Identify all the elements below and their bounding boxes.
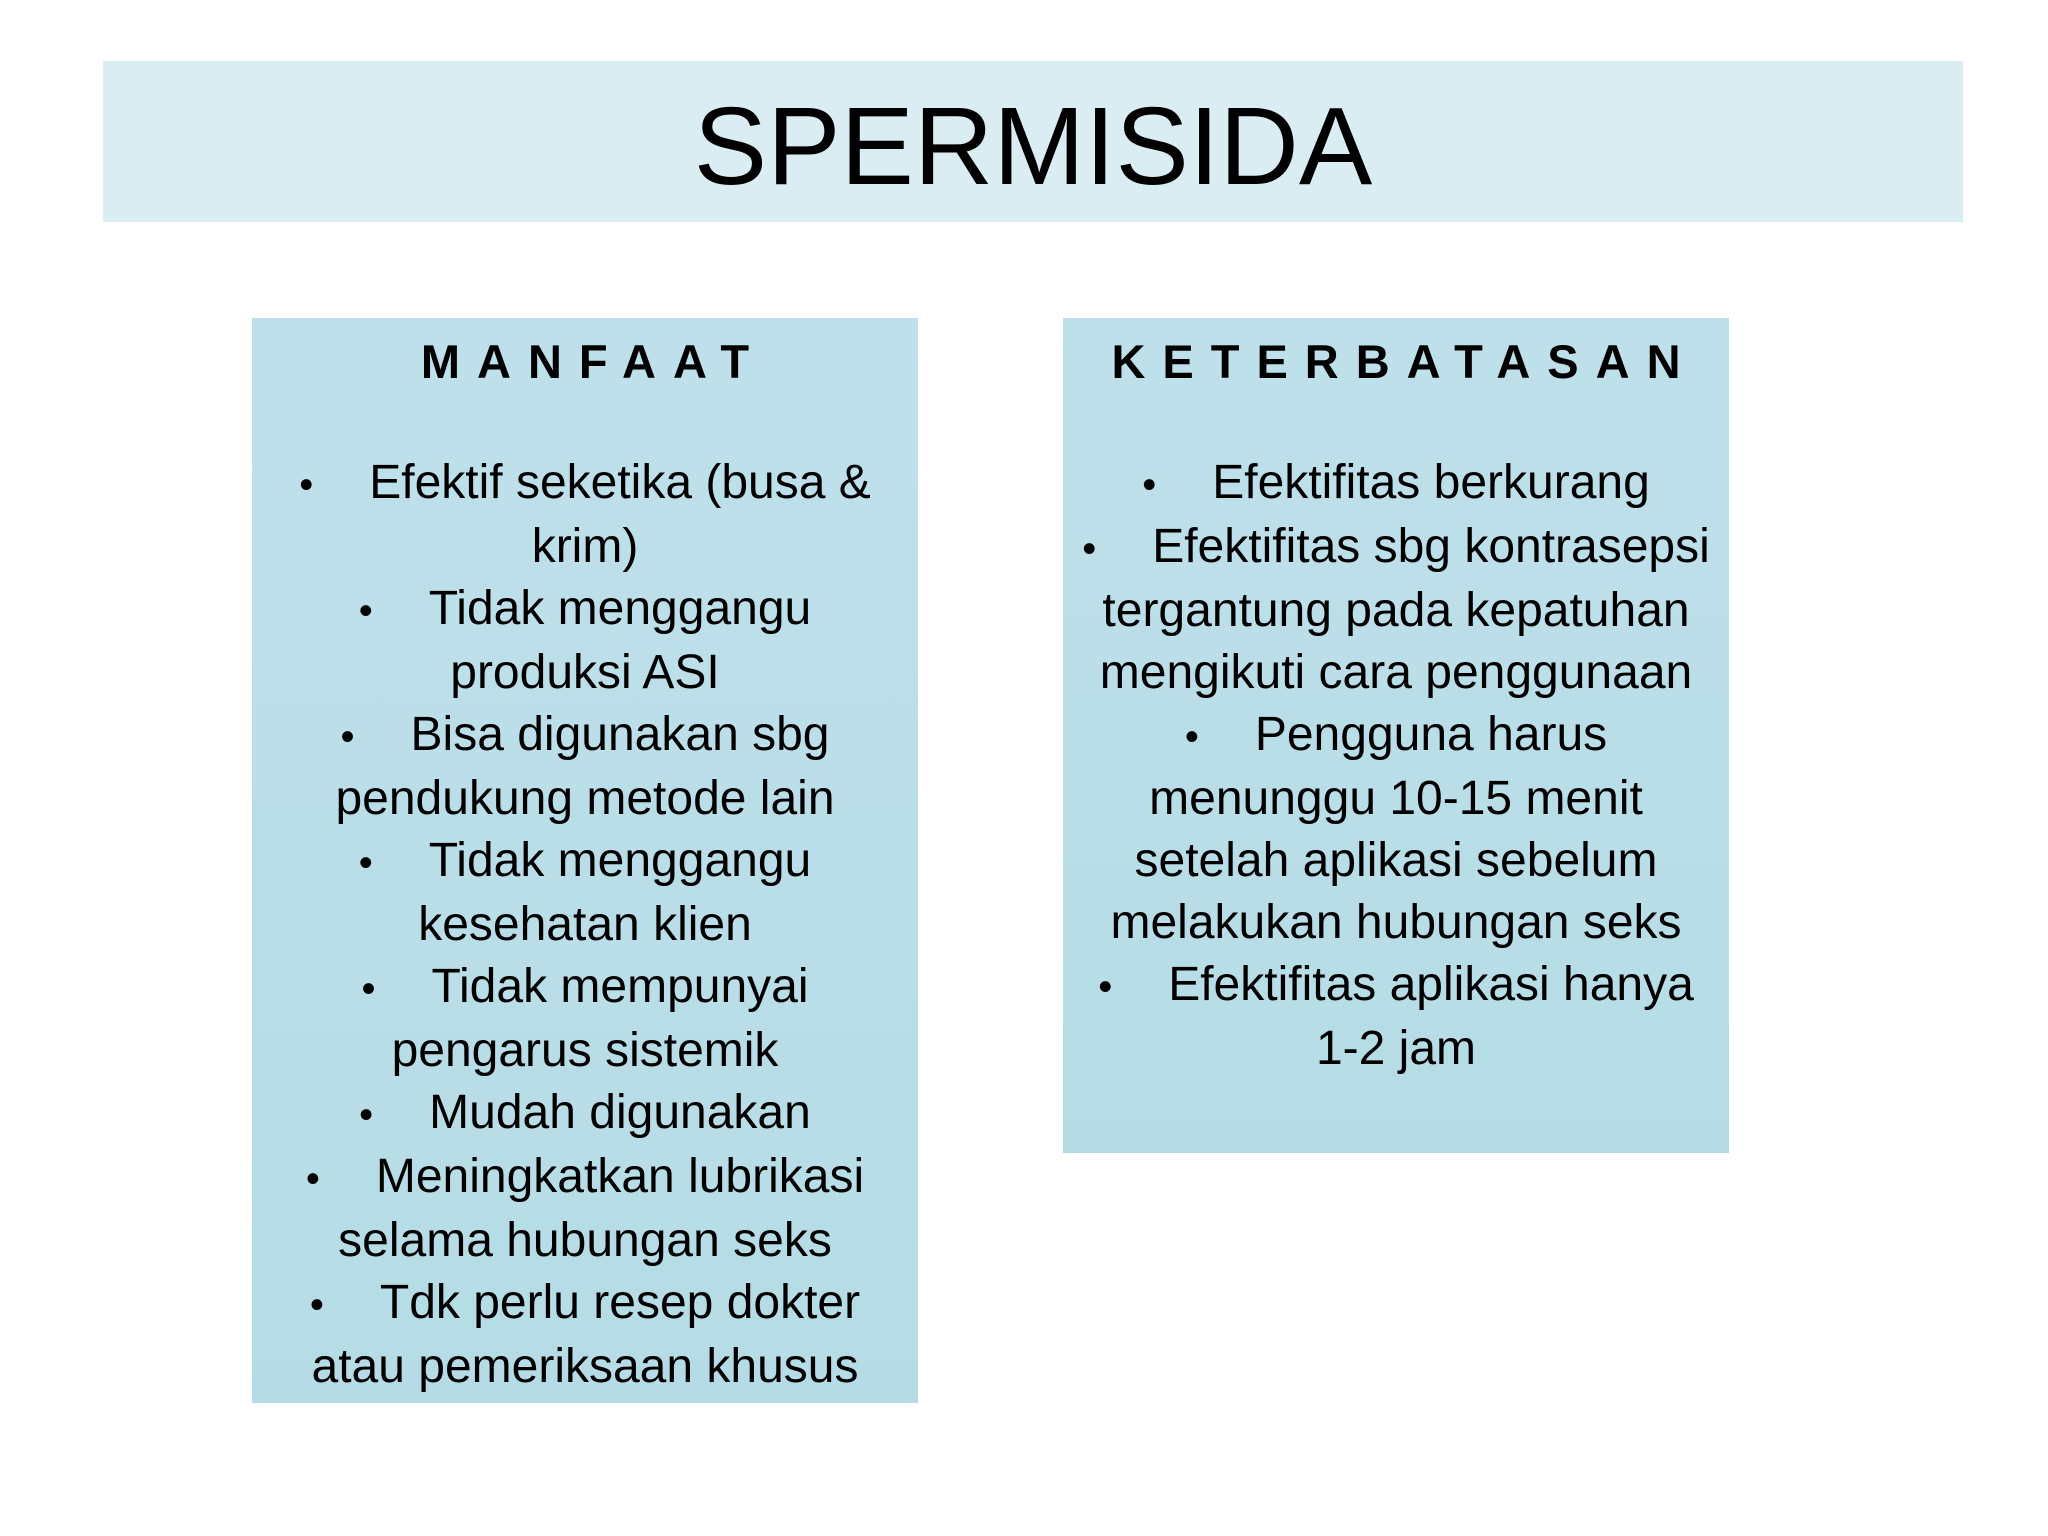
slide-title: SPERMISIDA <box>693 84 1373 208</box>
list-item <box>266 452 904 578</box>
list-item-text: Efektifitas aplikasi hanya 1-2 jam <box>1168 958 1694 1075</box>
list-item <box>266 1146 904 1272</box>
list-item <box>266 578 904 704</box>
bullet-icon: • <box>358 589 373 633</box>
bullet-icon: • <box>299 463 314 507</box>
manfaat-list <box>252 452 918 1398</box>
list-item-text: Efektifitas berkurang <box>1212 456 1650 509</box>
bullet-icon: • <box>361 967 376 1011</box>
list-item <box>266 830 904 956</box>
bullet-icon: • <box>358 841 373 885</box>
list-item-text: Tdk perlu resep dokter atau pemeriksaan khusus <box>311 1276 861 1393</box>
keterbatasan-heading: KETERBATASAN <box>1111 335 1698 388</box>
list-item-text: Meningkatkan lubrikasi selama hubungan seks <box>338 1150 865 1267</box>
bullet-icon: • <box>309 1283 324 1327</box>
title-bar <box>103 61 1963 222</box>
list-item <box>266 956 904 1082</box>
list-item <box>266 1272 904 1398</box>
list-item-text: Tidak menggangu kesehatan klien <box>418 834 812 951</box>
manfaat-heading: MANFAAT <box>420 335 767 388</box>
bullet-icon: • <box>305 1157 320 1201</box>
list-item <box>1077 954 1715 1080</box>
list-item-text: Pengguna harus menunggu 10-15 menit setelah aplikasi sebelum melakukan hubungan seks <box>1110 708 1682 949</box>
bullet-icon: • <box>359 1093 374 1137</box>
list-item-text: Tidak mempunyai pengarus sistemik <box>391 960 809 1077</box>
list-item <box>266 704 904 830</box>
list-item-text: Bisa digunakan sbg pendukung metode lain <box>335 708 835 825</box>
list-item <box>266 1082 904 1146</box>
manfaat-column <box>252 334 918 1398</box>
list-item <box>1077 516 1715 704</box>
list-item <box>1077 704 1715 954</box>
list-item-text: Mudah digunakan <box>429 1086 811 1139</box>
list-item-text: Efektif seketika (busa & krim) <box>369 456 871 573</box>
keterbatasan-list <box>1063 452 1729 1080</box>
bullet-icon: • <box>1098 965 1113 1009</box>
keterbatasan-column <box>1063 334 1729 1080</box>
list-item-text: Efektifitas sbg kontrasepsi tergantung pada kepatuhan mengikuti cara penggunaan <box>1099 520 1710 699</box>
bullet-icon: • <box>1082 527 1097 571</box>
list-item-text: Tidak menggangu produksi ASI <box>428 582 812 699</box>
bullet-icon: • <box>340 715 355 759</box>
bullet-icon: • <box>1184 715 1199 759</box>
bullet-icon: • <box>1142 463 1157 507</box>
list-item <box>1077 452 1715 516</box>
